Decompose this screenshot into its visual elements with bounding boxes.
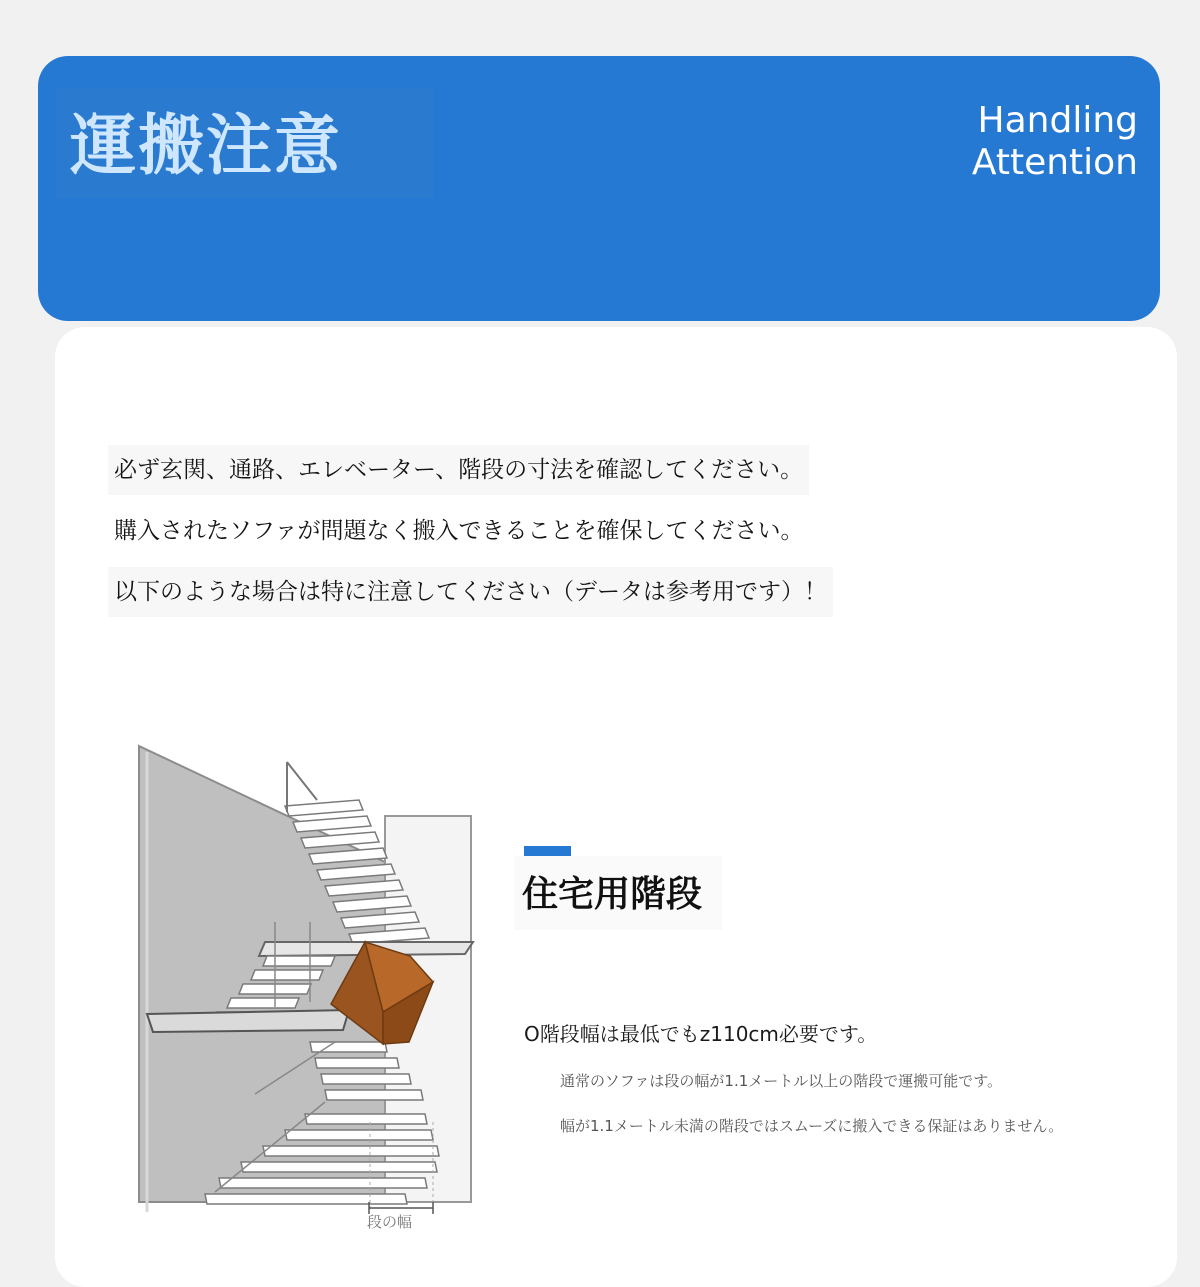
stair-width-label: 段の幅 bbox=[367, 1213, 413, 1231]
header-english-line1: Handling bbox=[977, 100, 1138, 141]
minimum-width-rule: O階段幅は最低でもz110cm必要です。 bbox=[524, 1022, 878, 1046]
header-english-title bbox=[972, 100, 1138, 184]
detail-line-2: 幅が1.1メートル未満の階段ではスムーズに搬入できる保証はありません。 bbox=[560, 1117, 1064, 1135]
header-english-line2: Attention bbox=[971, 142, 1138, 183]
intro-line-1: 必ず玄関、通路、エレベーター、階段の寸法を確認してください。 bbox=[108, 445, 809, 495]
middle-landing bbox=[147, 1010, 349, 1032]
page-title: 運搬注意 bbox=[70, 107, 342, 184]
section-title: 住宅用階段 bbox=[522, 874, 703, 915]
detail-line-1: 通常のソファは段の幅が1.1メートル以上の階段で運搬可能です。 bbox=[560, 1072, 1003, 1090]
staircase-illustration bbox=[135, 742, 480, 1232]
intro-line-2: 購入されたソファが問題なく搬入できることを確保してください。 bbox=[114, 518, 804, 544]
intro-line-3: 以下のような場合は特に注意してください（データは参考用です）！ bbox=[108, 567, 833, 617]
